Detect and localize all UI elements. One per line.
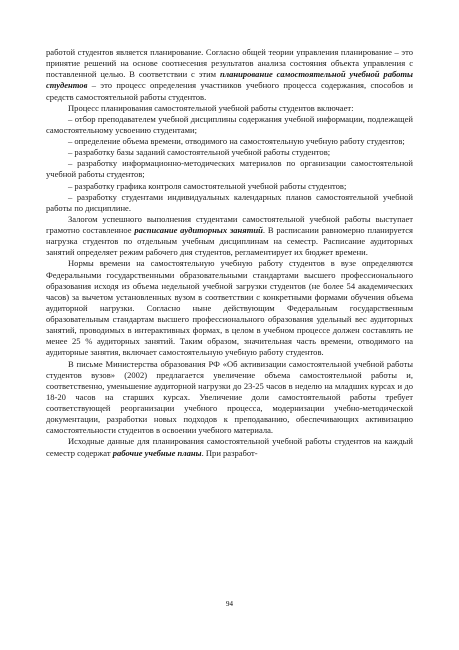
list-item: – определение объема времени, отводимого на самостоятельную учебную работу студентов; <box>68 136 405 146</box>
paragraph-ministry-letter: В письме Министерства образования РФ «Об активизации самостоятельной учебной работы студентов вузов» (2002) предлагается увеличение объема самостоятельной работы и, соответственно, уменьшение аудиторной нагрузки до 23-25 часов в неделю на младших курсах и до 18-20 часов на старших курсах. Увеличение доли самостоятельной работы требует соответствующей реорганизации учебного процесса, модернизации учебно-методической документации, разработки новых подходов к преподаванию, обеспечивающих активизацию самостоятельности студентов в освоении учебного материала. <box>46 358 413 436</box>
text: – это процесс определения участников учебного процесса содержания, способов и средств самостоятельной работы студентов. <box>46 80 413 102</box>
list-item: – отбор преподавателем учебной дисциплины содержания учебной информации, подлежащей самостоятельному усвоению студентами; <box>46 113 413 135</box>
emphasis-term: расписание аудиторных занятий <box>134 225 263 235</box>
list-item: – разработку студентами индивидуальных календарных планов самостоятельной учебной работы по дисциплине. <box>46 191 413 213</box>
paragraph-time-norms: Нормы времени на самостоятельную учебную работу студентов в вузе определяются Федеральными государственными образовательными стандартами высшего профессионального образования исходя из объема недельной учебной загрузки студентов (не более 54 академических часов) за вычетом установленных вузом в соответствии с конкретными формами обучения объема аудиторной нагрузки. Согласно ныне действующим Федеральным государственным образовательным стандартам высшего профессионального образования удельный вес аудиторных занятий, проводимых в интерактивных формах, в целом в учебном процессе должен составлять не менее 25 % аудиторных занятий. Таким образом, значительная часть времени, отводимого на аудиторные занятия, включает самостоятельную учебную работу студентов. <box>46 258 413 358</box>
list-item: – разработку графика контроля самостоятельной учебной работы студентов; <box>68 180 347 191</box>
paragraph-source-data <box>46 436 413 458</box>
paragraph-planning-definition <box>46 47 413 103</box>
list-item: – разработку информационно-методических материалов по организации самостоятельной учебной работы студентов; <box>46 158 413 180</box>
page-number: 94 <box>226 600 233 608</box>
text: Залогом успешного выполнения студентами самостоятельной учебной работы выступает грамотно составленное <box>46 213 413 235</box>
paragraph-schedule <box>46 214 413 259</box>
text: Исходные данные для планирования самостоятельной учебной работы студентов на каждый семестр содержат <box>46 436 413 458</box>
text: . В расписании равномерно планируется нагрузка студентов по отдельным учебным дисциплинам на семестр. Расписание аудиторных занятий определяет режим рабочего дня студентов, регламентирует их бюджет времени. <box>46 225 413 258</box>
emphasis-term: рабочие учебные планы <box>112 447 202 458</box>
emphasis-term: планирование самостоятельной учебной работы студентов <box>46 69 413 91</box>
list-item: – разработку базы заданий самостоятельной учебной работы студентов; <box>68 147 331 158</box>
paragraph-process-includes: Процесс планирования самостоятельной учебной работы студентов включает: <box>68 102 354 113</box>
text: . При разработ- <box>201 447 258 458</box>
text: работой студентов является планирование. Согласно общей теории управления планирование – это принятие решений на основе соотнесения результатов анализа состояния объекта управления с поставленной целью. В соответствии с этим <box>46 47 413 80</box>
